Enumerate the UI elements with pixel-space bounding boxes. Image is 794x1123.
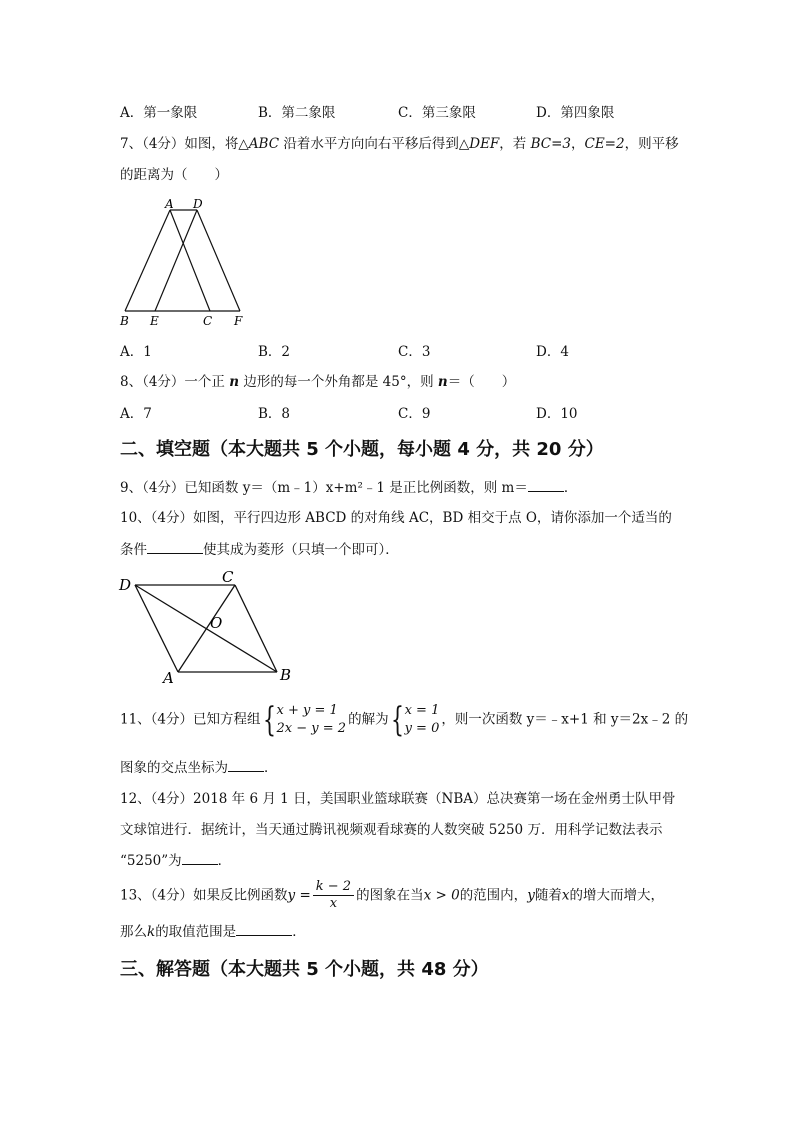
q7-label-e: E xyxy=(150,314,159,328)
q13-stem-line1: 13、（4分）如果反比例函数y = $\frac{k - 2}{x}$ 的图象在当x > 0的范围内，y随着x的增大而增大， xyxy=(120,879,664,911)
q9-stem: 9、（4分）已知函数 y＝（m﹣1）x+m²﹣1 是正比例函数，则 m＝ ． xyxy=(120,480,578,496)
q7-option-c: C．3 xyxy=(398,344,431,360)
q9-answer-blank[interactable] xyxy=(528,479,564,492)
q7-label-d: D xyxy=(193,197,203,211)
q11-stem-line1: 11、（4分）已知方程组 { x + y = 1 2x − y = 2 的解为 { x = 1 y = 0 ，则一次函数 y＝﹣x+1 和 y＝2x﹣2 的 xyxy=(120,699,689,740)
q12-stem-line3: “5250”为 ． xyxy=(120,853,232,869)
q11-stem-line2: 图象的交点坐标为 ． xyxy=(120,760,278,776)
q13-fraction: $\frac{k - 2}{x}$ xyxy=(313,879,354,912)
q8-option-a: A．7 xyxy=(120,406,152,422)
q7-stem-line1: 7、（4分）如图，将△ABC 沿着水平方向向右平移后得到△DEF，若 BC=3，CE=2，则平移 xyxy=(120,136,679,152)
q10-stem-line2: 条件 使其成为菱形（只填一个即可）． xyxy=(120,542,399,558)
q12-stem-line2: 文球馆进行．据统计，当天通过腾讯视频观看球赛的人数突破 5250 万．用科学记数法表示 xyxy=(120,822,663,838)
q12-stem-line1: 12、（4分）2018 年 6 月 1 日，美国职业篮球联赛（NBA）总决赛第一场在金州勇士队甲骨 xyxy=(120,791,676,807)
q8-option-b: B．8 xyxy=(258,406,291,422)
q13-answer-blank[interactable] xyxy=(236,923,292,936)
q11-equation-system: { x + y = 1 2x − y = 2 xyxy=(262,699,347,740)
q10-stem-line1: 10、（4分）如图，平行四边形 ABCD 的对角线 AC，BD 相交于点 O，请你添加一个适当的 xyxy=(120,510,672,526)
q7-label-f: F xyxy=(234,314,243,328)
q7-option-d: D．4 xyxy=(536,344,569,360)
q7-stem-line2: 的距离为（ ） xyxy=(120,167,228,183)
q6-option-b: B．第二象限 xyxy=(258,105,336,121)
q6-option-a: A．第一象限 xyxy=(120,105,198,121)
q8-stem: 8、（4分）一个正 n 边形的每一个外角都是 45°，则 n＝（ ） xyxy=(120,374,516,390)
section-2-heading: 二、填空题（本大题共 5 个小题，每小题 4 分，共 20 分） xyxy=(120,439,604,460)
q11-solution-system: { x = 1 y = 0 xyxy=(390,699,440,740)
q6-option-c: C．第三象限 xyxy=(398,105,476,121)
q10-answer-blank[interactable] xyxy=(147,541,203,554)
q7-figure xyxy=(112,196,252,330)
q7-label-c: C xyxy=(203,314,213,328)
q10-label-o: O xyxy=(210,614,223,632)
q13-stem-line2: 那么k的取值范围是 ． xyxy=(120,924,306,940)
q10-label-d: D xyxy=(119,576,132,594)
q7-label-a: A xyxy=(165,197,174,211)
q10-label-b: B xyxy=(280,666,292,684)
q10-figure xyxy=(115,566,300,686)
q7-label-b: B xyxy=(120,314,129,328)
q12-answer-blank[interactable] xyxy=(182,852,218,865)
q6-option-d: D．第四象限 xyxy=(536,105,615,121)
section-3-heading: 三、解答题（本大题共 5 个小题，共 48 分） xyxy=(120,959,489,980)
q7-option-a: A．1 xyxy=(120,344,152,360)
q8-option-c: C．9 xyxy=(398,406,431,422)
q7-option-b: B．2 xyxy=(258,344,291,360)
q8-option-d: D．10 xyxy=(536,406,578,422)
q10-label-c: C xyxy=(222,568,234,586)
q10-label-a: A xyxy=(163,669,174,686)
q11-answer-blank[interactable] xyxy=(228,759,264,772)
